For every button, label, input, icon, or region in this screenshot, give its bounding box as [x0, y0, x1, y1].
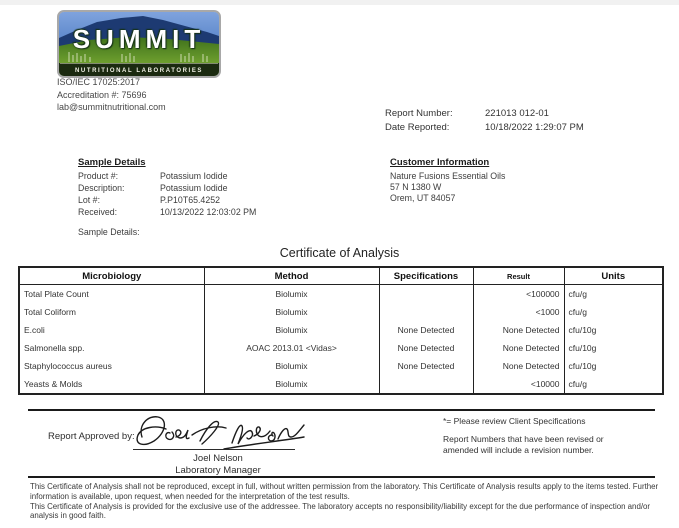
certificate-title: Certificate of Analysis	[279, 246, 400, 260]
header-units: Units	[564, 267, 663, 285]
approval-bottom-rule	[28, 476, 655, 478]
field-value: 10/13/2022 12:03:02 PM	[160, 207, 257, 217]
cell-test: Salmonella spp.	[19, 339, 204, 357]
table-row	[19, 321, 663, 339]
results-table	[18, 266, 664, 395]
cell-units: cfu/g	[564, 285, 663, 304]
field-value: Potassium Iodide	[160, 171, 228, 181]
customer-information-lines	[390, 171, 610, 205]
cell-specification: None Detected	[379, 339, 473, 357]
cell-result: <100000	[473, 285, 564, 304]
report-number-label: Report Number:	[385, 108, 453, 119]
field-label: Lot #:	[78, 195, 101, 205]
cell-test: Total Coliform	[19, 303, 204, 321]
customer-information-heading: Customer Information	[390, 157, 490, 168]
cell-specification: None Detected	[379, 357, 473, 375]
accreditation-text: Accreditation #: 75696	[57, 89, 147, 100]
date-reported-value: 10/18/2022 1:29:07 PM	[485, 122, 584, 133]
header-method: Method	[204, 267, 379, 285]
cell-result: None Detected	[473, 339, 564, 357]
signature-image	[128, 411, 308, 451]
report-number-value: 221013 012-01	[485, 108, 549, 119]
revision-note: Report Numbers that have been revised or amended will include a revision number.	[443, 434, 604, 455]
cell-method: Biolumix	[204, 357, 379, 375]
signer-name: Joel Nelson	[193, 453, 243, 464]
iso-certification-text: ISO/IEC 17025:2017	[57, 77, 141, 87]
cell-test: E.coli	[19, 321, 204, 339]
sample-field-row	[78, 195, 358, 207]
sample-details-fields	[78, 171, 358, 219]
signer-title: Laboratory Manager	[175, 465, 261, 476]
cell-units: cfu/10g	[564, 357, 663, 375]
table-row	[19, 285, 663, 304]
cell-result: <10000	[473, 375, 564, 394]
logo-subtitle: NUTRITIONAL LABORATORIES	[74, 68, 204, 74]
cell-test: Total Plate Count	[19, 285, 204, 304]
field-label: Description:	[78, 183, 125, 193]
report-approved-by-label: Report Approved by:	[48, 431, 135, 442]
lab-email: lab@summitnutritional.com	[57, 102, 166, 112]
sample-field-row	[78, 171, 358, 183]
cell-method: AOAC 2013.01 <Vidas>	[204, 339, 379, 357]
cell-result: None Detected	[473, 357, 564, 375]
footer-disclaimer	[30, 482, 660, 521]
cell-units: cfu/g	[564, 375, 663, 394]
sample-field-row	[78, 207, 358, 219]
approval-top-rule	[28, 409, 655, 411]
table-row	[19, 303, 663, 321]
table-row	[19, 339, 663, 357]
customer-line: 57 N 1380 W	[390, 182, 442, 193]
cell-specification	[379, 303, 473, 321]
logo-title: SUMMIT	[72, 24, 206, 54]
signature-line	[133, 449, 295, 450]
sample-field-row	[78, 183, 358, 195]
field-label: Product #:	[78, 171, 119, 181]
cell-method: Biolumix	[204, 375, 379, 394]
sample-details-heading: Sample Details	[78, 157, 146, 168]
sample-details-extra-label: Sample Details:	[78, 227, 140, 237]
cell-specification: None Detected	[379, 321, 473, 339]
header-result: Result	[473, 267, 564, 285]
field-value: Potassium Iodide	[160, 183, 228, 193]
cell-test: Yeasts & Molds	[19, 375, 204, 394]
header-specifications: Specifications	[379, 267, 473, 285]
cell-units: cfu/10g	[564, 339, 663, 357]
cell-result: None Detected	[473, 321, 564, 339]
summit-logo	[57, 10, 221, 78]
header-microbiology: Microbiology	[19, 267, 204, 285]
cell-method: Biolumix	[204, 303, 379, 321]
browser-top-strip	[0, 0, 679, 5]
footer-paragraph-1: This Certificate of Analysis shall not be reproduced, except in full, without written permission from the laboratory. This Certificate of Analysis results apply to the items tested. Further information is available, upon request, when needed for the interpretation of the test results.	[30, 482, 659, 501]
table-row	[19, 357, 663, 375]
customer-line: Nature Fusions Essential Oils	[390, 171, 506, 181]
footer-paragraph-2: This Certificate of Analysis is provided for the exclusive use of the addressee. The laboratory accepts no responsibility/liability except for the due performance of inspection and/or analysis in good faith.	[30, 501, 651, 521]
customer-line: Orem, UT 84057	[390, 193, 456, 204]
cell-method: Biolumix	[204, 321, 379, 339]
client-spec-note: *= Please review Client Specifications	[443, 416, 586, 426]
date-reported-label: Date Reported:	[385, 122, 450, 133]
field-label: Received:	[78, 207, 118, 217]
table-header-row	[19, 267, 663, 285]
table-row	[19, 375, 663, 394]
cell-method: Biolumix	[204, 285, 379, 304]
cell-units: cfu/g	[564, 303, 663, 321]
cell-test: Staphylococcus aureus	[19, 357, 204, 375]
field-value: P.P10T65.4252	[160, 195, 221, 205]
cell-result: <1000	[473, 303, 564, 321]
cell-units: cfu/10g	[564, 321, 663, 339]
cell-specification	[379, 375, 473, 394]
results-table-body	[19, 285, 663, 395]
cell-specification	[379, 285, 473, 304]
